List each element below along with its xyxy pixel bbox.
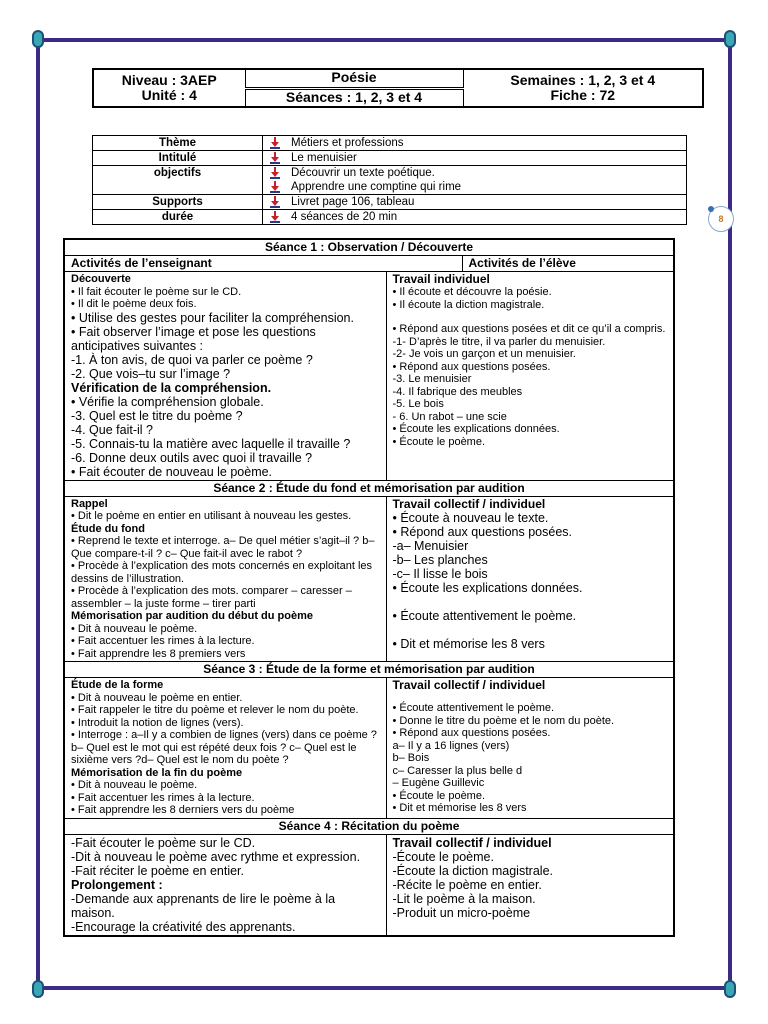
seance3-student-line: • Écoute attentivement le poème. xyxy=(392,702,555,714)
objectif-item: Apprendre une comptine qui rime xyxy=(291,181,462,193)
seance4-student-line: -Écoute le poème. xyxy=(392,849,494,864)
seance2-student-heading: Travail collectif / individuel xyxy=(392,496,546,511)
seance1-student-line: • Écoute le poème. xyxy=(392,435,486,448)
seance4-teacher-line: -Fait réciter le poème en entier. xyxy=(71,863,244,878)
seance4-student-line: -Lit le poème à la maison. xyxy=(392,891,536,906)
corner-ornament-tl xyxy=(32,30,44,48)
header-table xyxy=(92,68,704,108)
seance1-teacher-line: • Il fait écouter le poème sur le CD. xyxy=(71,285,242,298)
lesson-table xyxy=(63,238,675,937)
seance1-teacher-line: • Fait observer l’image et pose les questions anticipatives suivantes : xyxy=(71,324,316,353)
seance4-student-line: -Récite le poème en entier. xyxy=(392,877,542,892)
seance1-student-line: • Il écoute la diction magistrale. xyxy=(392,298,545,311)
seance2-title: Séance 2 : Étude du fond et mémorisation par audition xyxy=(64,480,674,496)
theme-cell xyxy=(263,136,687,151)
seance4-student-cell xyxy=(386,834,674,936)
seance2-student-line: -c– Il lisse le bois xyxy=(392,566,488,581)
seance1-student-line: • Écoute les explications données. xyxy=(392,423,560,435)
seance3-teacher-heading: Mémorisation de la fin du poème xyxy=(71,766,243,779)
seance2-student-line: -a– Menuisier xyxy=(392,538,469,553)
intitule-value: Le menuisier xyxy=(291,152,357,164)
seance3-student-line: b– Bois xyxy=(392,752,430,764)
frame-bottom xyxy=(36,986,732,990)
seance2-student-line: • Écoute à nouveau le texte. xyxy=(392,510,549,525)
unite-label: Unité : 4 xyxy=(141,87,197,103)
seance2-teacher-line: • Fait apprendre les 8 premiers vers xyxy=(71,647,246,660)
seance4-teacher-cell xyxy=(64,834,386,936)
supports-label: Supports xyxy=(93,195,263,210)
seance2-teacher-heading: Rappel xyxy=(71,497,108,510)
supports-cell xyxy=(263,195,687,210)
seance4-teacher-line: -Encourage la créativité des apprenants. xyxy=(71,919,296,934)
badge-dot-icon xyxy=(708,206,714,212)
seance1-teacher-line: -6. Donne deux outils avec quoi il travaille ? xyxy=(71,450,313,465)
col-student-header: Activités de l’élève xyxy=(462,256,674,272)
corner-ornament-tr xyxy=(724,30,736,48)
seance1-teacher-heading: Découverte xyxy=(71,273,131,285)
seance1-teacher-heading: Vérification de la compréhension. xyxy=(71,380,272,395)
theme-value: Métiers et professions xyxy=(291,137,404,149)
page-number-badge: 8 xyxy=(708,206,734,232)
seance2-student-line: • Dit et mémorise les 8 vers xyxy=(392,636,545,651)
seance3-teacher-heading: Étude de la forme xyxy=(71,679,164,691)
arrow-down-icon xyxy=(269,211,281,223)
seance3-teacher-line: • Fait apprendre les 8 derniers vers du poème xyxy=(71,804,295,816)
seance3-student-line: – Eugène Guillevic xyxy=(392,777,485,789)
arrow-down-icon xyxy=(269,152,281,164)
corner-ornament-bl xyxy=(32,980,44,998)
seance1-teacher-line: -1. À ton avis, de quoi va parler ce poème ? xyxy=(71,352,313,367)
duree-label: durée xyxy=(93,210,263,225)
seance1-student-line: • Il écoute et découvre la poésie. xyxy=(392,286,552,298)
seance1-teacher-line: • Il dit le poème deux fois. xyxy=(71,298,197,310)
fiche-label: Fiche : 72 xyxy=(550,87,616,103)
niveau-label: Niveau : 3AEP xyxy=(121,72,217,88)
seance3-teacher-line: • Fait rappeler le titre du poème et relever le nom du poète. xyxy=(71,704,359,716)
seance1-student-line: • Répond aux questions posées. xyxy=(392,360,551,373)
intitule-cell xyxy=(263,151,687,166)
seances-label: Séances : 1, 2, 3 et 4 xyxy=(245,88,463,107)
seance2-student-line: • Répond aux questions posées. xyxy=(392,524,572,539)
seance2-teacher-line: • Dit le poème en entier en utilisant à nouveau les gestes. xyxy=(71,510,352,522)
info-table xyxy=(92,135,687,225)
seance3-title: Séance 3 : Étude de la forme et mémorisation par audition xyxy=(64,662,674,678)
seance4-teacher-heading: Prolongement : xyxy=(71,877,163,892)
seance1-student-cell xyxy=(386,272,674,481)
duree-value: 4 séances de 20 min xyxy=(291,211,398,223)
seance3-student-line: a– Il y a 16 lignes (vers) xyxy=(392,739,510,752)
seance3-student-heading: Travail collectif / individuel xyxy=(392,678,546,692)
seance2-student-line: -b– Les planches xyxy=(392,552,488,567)
seance2-teacher-cell xyxy=(64,496,386,662)
seance1-student-line: -5. Le bois xyxy=(392,398,444,410)
seance1-student-line: • Répond aux questions posées et dit ce qu’il a compris. xyxy=(392,323,666,335)
seance3-teacher-line: • Dit à nouveau le poème. xyxy=(71,779,198,791)
seance4-title: Séance 4 : Récitation du poème xyxy=(64,818,674,834)
theme-label: Thème xyxy=(93,136,263,151)
seance1-teacher-line: -2. Que vois–tu sur l’image ? xyxy=(71,366,231,381)
seance2-teacher-line: • Reprend le texte et interroge. a– De quel métier s’agit–il ? b– Que compare-t-il ? c– Que fait-il avec le rabot ? xyxy=(71,535,375,560)
duree-cell xyxy=(263,210,687,225)
seance1-teacher-line: -3. Quel est le titre du poème ? xyxy=(71,408,243,423)
seance2-teacher-line: • Procède à l’explication des mots. comparer – caresser – assembler – la juste forme – tirer parti xyxy=(71,585,352,610)
seance1-teacher-line: -5. Connais-tu la matière avec laquelle il travaille ? xyxy=(71,436,351,451)
seance1-student-line: - 6. Un rabot – une scie xyxy=(392,410,507,423)
seance1-teacher-line: • Vérifie la compréhension globale. xyxy=(71,394,264,409)
seance1-student-line: -1- D’après le titre, il va parler du menuisier. xyxy=(392,335,606,348)
seance3-student-line: • Donne le titre du poème et le nom du poète. xyxy=(392,714,615,727)
seance3-student-line: c– Caresser la plus belle d xyxy=(392,764,523,777)
frame-right xyxy=(728,38,732,990)
seance2-teacher-line: • Dit à nouveau le poème. xyxy=(71,622,198,635)
col-teacher-header: Activités de l’enseignant xyxy=(64,256,462,272)
objectif-item: Découvrir un texte poétique. xyxy=(291,167,435,179)
seance4-teacher-line: -Dit à nouveau le poème avec rythme et expression. xyxy=(71,849,361,864)
niveau-unite-cell xyxy=(93,69,245,107)
arrow-down-icon xyxy=(269,137,281,149)
seance4-student-heading: Travail collectif / individuel xyxy=(392,835,552,850)
arrow-down-icon xyxy=(269,196,281,208)
seance4-student-line: -Produit un micro-poème xyxy=(392,905,531,920)
seance2-student-line: • Écoute attentivement le poème. xyxy=(392,608,577,623)
corner-ornament-br xyxy=(724,980,736,998)
seance3-student-line: • Répond aux questions posées. xyxy=(392,727,551,739)
seance2-teacher-heading: Mémorisation par audition du début du poème xyxy=(71,610,314,622)
seance2-teacher-line: • Fait accentuer les rimes à la lecture. xyxy=(71,635,255,647)
seance3-teacher-line: • Dit à nouveau le poème en entier. xyxy=(71,691,243,704)
seance2-teacher-heading: Étude du fond xyxy=(71,522,145,535)
arrow-down-icon xyxy=(269,181,281,193)
seance4-student-line: -Écoute la diction magistrale. xyxy=(392,863,553,878)
seance2-student-cell xyxy=(386,496,674,662)
seance1-teacher-cell xyxy=(64,272,386,481)
supports-value: Livret page 106, tableau xyxy=(291,196,415,208)
seance3-teacher-line: • Fait accentuer les rimes à la lecture. xyxy=(71,791,255,804)
semaines-fiche-cell xyxy=(463,69,703,107)
arrow-down-icon xyxy=(269,167,281,179)
seance1-teacher-line: • Utilise des gestes pour faciliter la compréhension. xyxy=(71,310,354,325)
seance1-student-line: -2- Je vois un garçon et un menuisier. xyxy=(392,348,576,360)
objectifs-cell xyxy=(263,166,687,195)
seance3-teacher-cell xyxy=(64,678,386,819)
seance1-title: Séance 1 : Observation / Découverte xyxy=(64,239,674,256)
seance1-teacher-line: -4. Que fait-il ? xyxy=(71,422,153,437)
seance4-teacher-line: -Demande aux apprenants de lire le poème à la maison. xyxy=(71,891,336,920)
seance1-teacher-line: • Fait écouter de nouveau le poème. xyxy=(71,464,273,479)
intitule-label: Intitulé xyxy=(93,151,263,166)
seance4-teacher-line: -Fait écouter le poème sur le CD. xyxy=(71,835,256,850)
frame-left xyxy=(36,38,40,990)
discipline-label: Poésie xyxy=(245,69,463,88)
seance1-student-heading: Travail individuel xyxy=(392,272,490,286)
seance3-teacher-line: • Introduit la notion de lignes (vers). xyxy=(71,716,244,729)
objectifs-label: objectifs xyxy=(93,166,263,195)
seance3-student-cell xyxy=(386,678,674,819)
seance1-student-line: -4. Il fabrique des meubles xyxy=(392,385,523,398)
seance3-student-line: • Dit et mémorise les 8 vers xyxy=(392,802,527,814)
semaines-label: Semaines : 1, 2, 3 et 4 xyxy=(510,72,656,88)
seance3-student-line: • Écoute le poème. xyxy=(392,789,486,802)
frame-top xyxy=(36,38,732,42)
seance2-student-line: • Écoute les explications données. xyxy=(392,580,583,595)
seance2-teacher-line: • Procède à l’explication des mots concernés en exploitant les dessins de l’illustration. xyxy=(71,560,373,585)
seance3-teacher-line: • Interroge : a–Il y a combien de lignes (vers) dans ce poème ? b– Quel est le mot qui est répété deux fois ? c– Quel est le sixième vers ?d– Quel est le nom du poète ? xyxy=(71,729,377,766)
seance1-student-line: -3. Le menuisier xyxy=(392,373,472,385)
